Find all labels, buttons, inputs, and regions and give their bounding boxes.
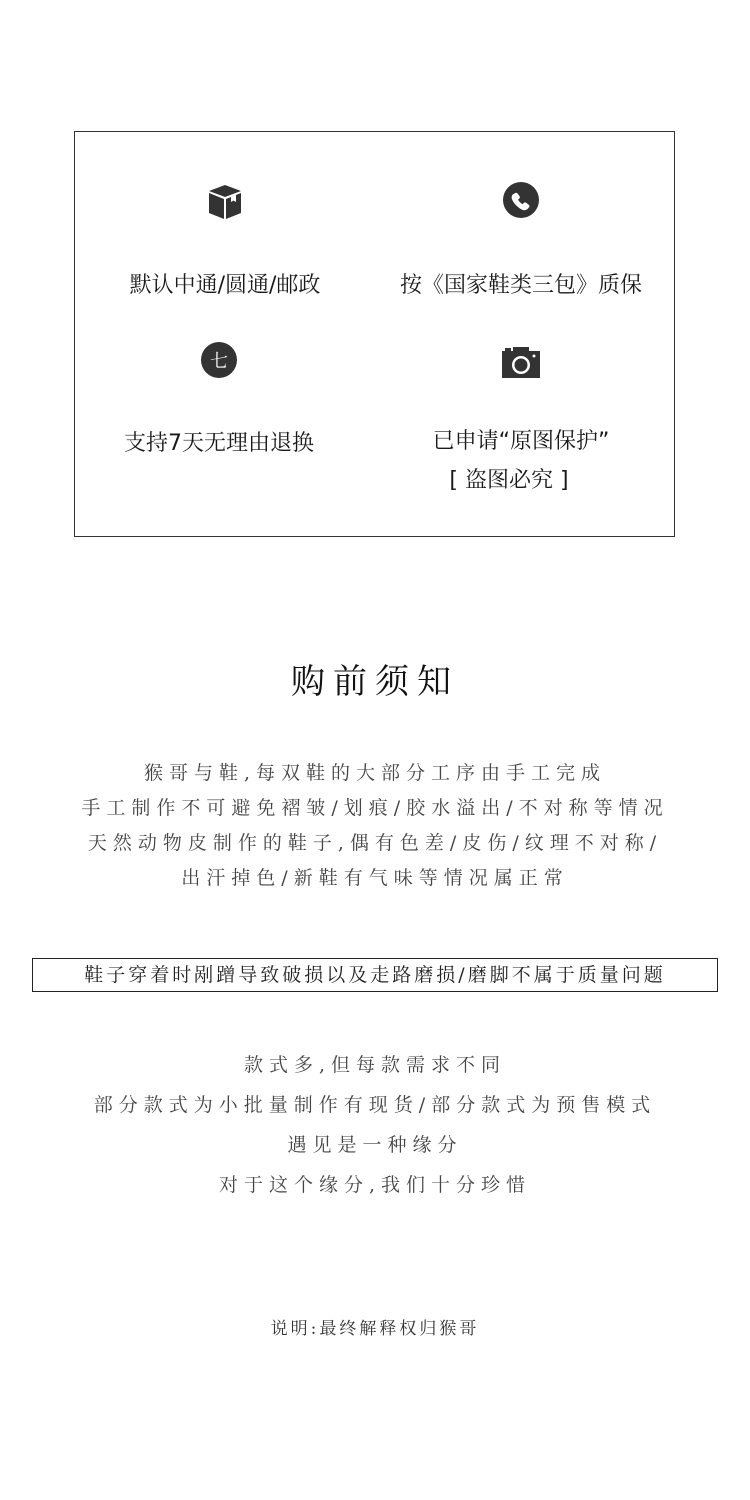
seven-days-icon [199,342,239,382]
notice-line: 手工制作不可避免褶皱/划痕/胶水溢出/不对称等情况 [81,797,669,819]
notice-line: 对于这个缘分,我们十分珍惜 [218,1174,532,1196]
service-image-protection [371,344,671,494]
service-label: 默认中通/圆通/邮政 [129,273,321,298]
notice-line: 遇见是一种缘分 [287,1134,463,1156]
package-box-icon [205,182,245,222]
service-label: 已申请“原图保护” [432,429,610,454]
service-guarantee-box [74,131,675,537]
service-sublabel: [ 盗图必究 ] [449,468,569,493]
notice-paragraph-styles [0,1045,750,1205]
service-label: 支持7天无理由退换 [124,431,314,456]
camera-icon [501,344,541,384]
phone-icon [501,182,541,222]
service-shipping [75,182,375,299]
service-warranty [371,182,671,299]
footer-disclaimer: 说明:最终解释权归猴哥 [270,1319,480,1339]
service-return [69,342,369,457]
notice-line: 天然动物皮制作的鞋子,偶有色差/皮伤/纹理不对称/ [87,832,663,854]
seven-days-icon-text: 七 [210,351,228,372]
notice-line: 出汗掉色/新鞋有气味等情况属正常 [181,867,569,889]
notice-title: 购前须知 [291,662,459,702]
notice-line: 猴哥与鞋,每双鞋的大部分工序由手工完成 [143,762,607,784]
notice-paragraph-handmade [0,756,750,896]
service-label: 按《国家鞋类三包》质保 [399,273,642,298]
notice-line: 款式多,但每款需求不同 [243,1054,507,1076]
warning-box: 鞋子穿着时剐蹭导致破损以及走路磨损/磨脚不属于质量问题 [32,958,718,992]
notice-line: 部分款式为小批量制作有现货/部分款式为预售模式 [93,1094,657,1116]
